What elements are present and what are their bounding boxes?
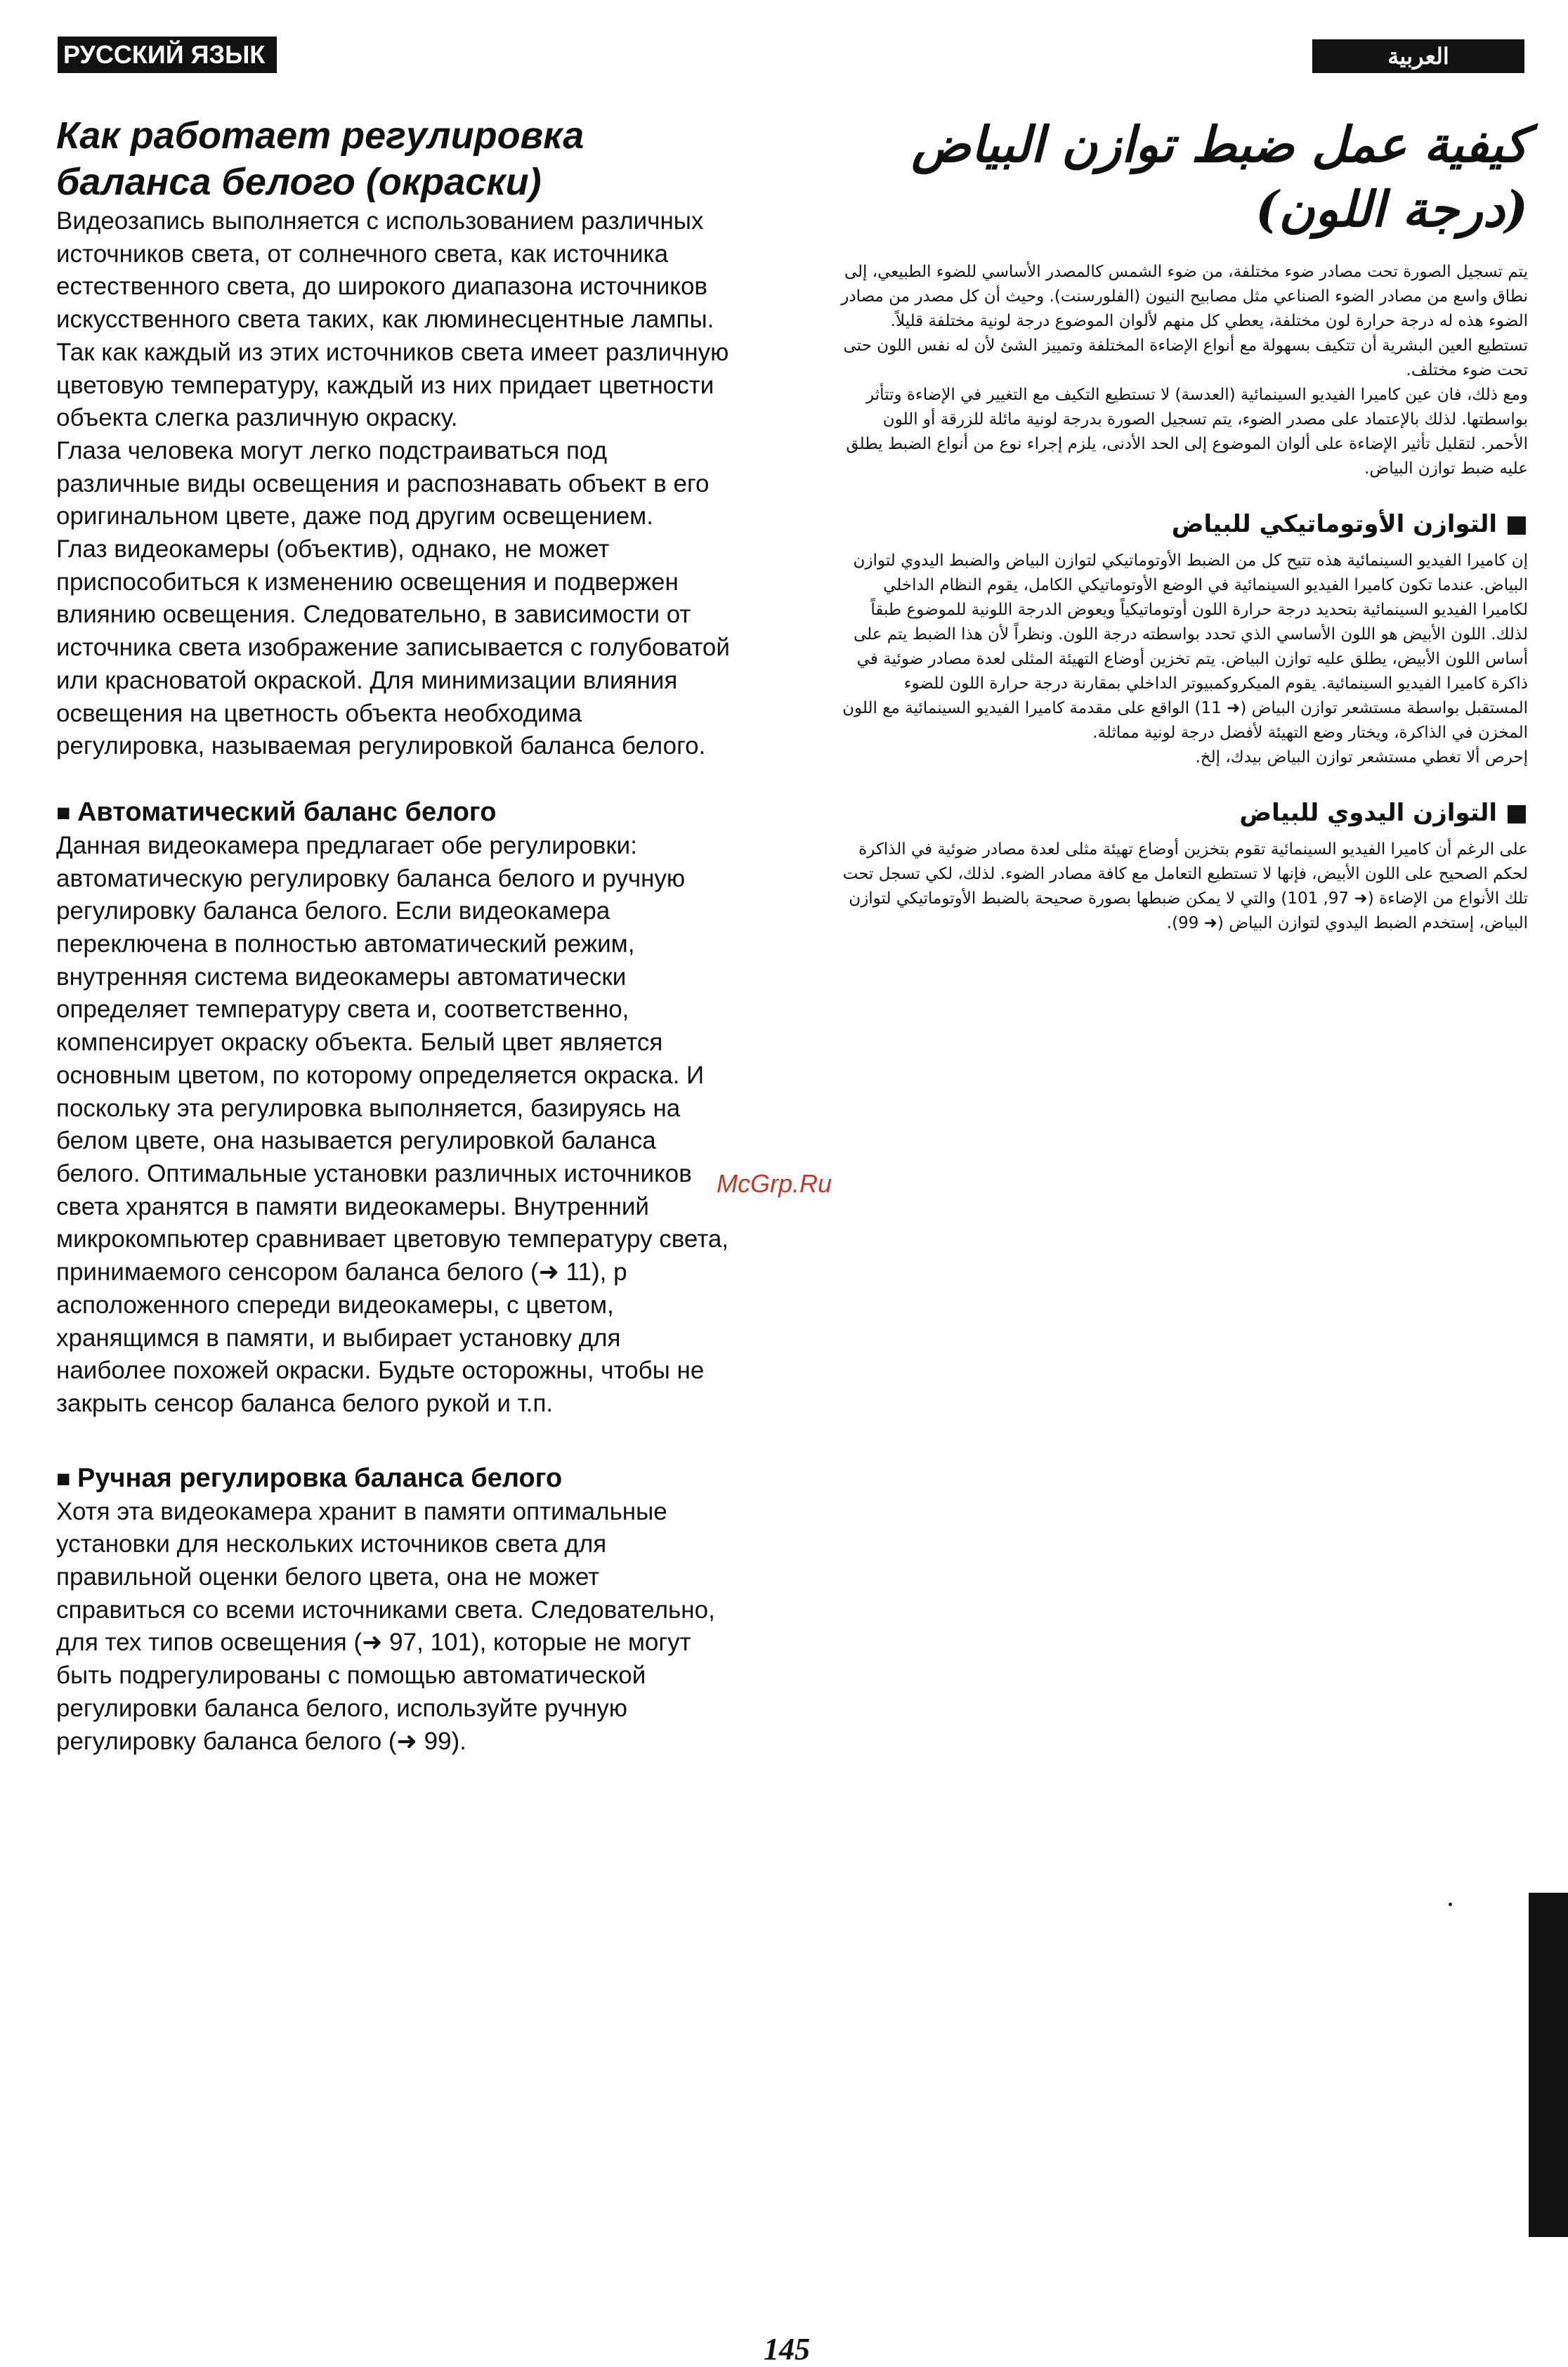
intro-paragraph: Глаза человека могут легко подстраиваться под различные виды освещения и распознавать объект в его оригинальном цвете, даже под другим освещением.: [56, 436, 710, 530]
language-tab-arabic: العربية: [1312, 39, 1524, 73]
section-heading-manual-white-balance: ■ التوازن اليدوي للبياض: [1239, 799, 1528, 827]
section-heading-manual-white-balance: [56, 1461, 731, 1496]
page-number: 145: [764, 2332, 810, 2366]
intro-paragraph: تستطيع العين البشرية أن تتكيف بسهولة مع أنواع الإضاءة المختلفة وتمييز الشئ لأن له نفس اللون حتى تحت ضوء مختلف.: [843, 337, 1528, 379]
bullet-square-icon: ■: [56, 799, 77, 826]
intro-paragraph: يتم تسجيل الصورة تحت مصادر ضوء مختلفة، من ضوء الشمس كالمصدر الأساسي للضوء الطبيعي، إلى نطاق واسع من مصادر الضوء الصناعي مثل مصابيح النيون (الفلورسنت). وحيث أن كل مصدر من مصادر الضوء هذه له درجة حرارة لون مختلفة، يعطي كل منهم لألوان الموضوع درجة لونية مختلفة قليلاً.: [841, 263, 1528, 330]
manual-white-balance-text: Хотя эта видеокамера хранит в памяти оптимальные установки для нескольких источников света для правильной оценки белого цвета, она не может справиться со всеми источниками света. Следовательно, для тех типов освещения (➜ 97, 101), которые не могут быть подрегулированы с помощью автоматической регулировки баланса белого, используйте ручную регулировку баланса белого (➜ 99).: [56, 1497, 715, 1755]
manual-white-balance-text: على الرغم أن كاميرا الفيديو السينمائية تقوم بتخزين أوضاع تهيئة مثلى لعدة مصادر ضوئية في الذاكرة لحكم الصحيح على اللون الأبيض، فإنها لا تستطيع التعامل مع كافة مصادر الضوء. لذلك، لكي تسجل تحت تلك الأنواع من الإضاءة (➜ 97, 101) والتي لا يمكن ضبطها بصورة صحيحة بالضبط الأوتوماتيكي لتوازن البياض، إستخدم الضبط اليدوي لتوازن البياض (➜ 99).: [842, 840, 1528, 932]
arabic-intro: [839, 260, 1528, 481]
bullet-square-icon: ■: [56, 1465, 77, 1492]
arabic-column: [839, 112, 1528, 936]
intro-paragraph: Видеозапись выполняется с использованием различных источников света, от солнечного света, как источника естественного света, до широкого диапазона источников искусственного света таких, как люминесцентные лампы. Так как каждый из этих источников света имеет различную цветовую температуру, каждый из них придает цветности объекта слегка различную окраску.: [56, 207, 729, 432]
auto-white-balance-note: إحرص ألا تغطي مستشعر توازن البياض بيدك، إلخ.: [1195, 748, 1528, 767]
dot-mark: [1449, 1903, 1452, 1906]
auto-white-balance-text: إن كاميرا الفيديو السينمائية هذه تتيح كل من الضبط الأوتوماتيكي لتوازن البياض والضبط اليدوي لتوازن البياض. عندما تكون كاميرا الفيديو السينمائية في الوضع الأوتوماتيكي الكامل، يقوم النظام الداخلي لكاميرا الفيديو السينمائية بتحديد درجة حرارة اللون أوتوماتيكياً ويعوض الدرجة اللونية للموضوع طبقاً لذلك. اللون الأبيض هو اللون الأساسي الذي تحدد بواسطته درجة اللون. ونظراً لأن هذا الضبط يتم على أساس اللون الأبيض، يطلق عليه توازن البياض. يتم تخزين أوضاع التهيئة المثلى لعدة مصادر ضوئية في ذاكرة كاميرا الفيديو السينمائية. يقوم الميكروكمبيوتر الداخلي بمقارنة درجة حرارة اللون للضوء المستقبل بواسطة مستشعر توازن البياض (➜ 11) الواقع على مقدمة كاميرا الفيديو السينمائية مع اللون المخزن في الذاكرة، ويختار وضع التهيئة لأفضل درجة لونية مماثلة.: [842, 552, 1528, 742]
edge-index-tab: [1529, 1893, 1568, 2237]
intro-paragraph: ومع ذلك، فان عين كاميرا الفيديو السينمائية (العدسة) لا تستطيع التكيف مع التغيير في الإضاءة وتتأثر بواسطتها. لذلك بالإعتماد على مصدر الضوء، يتم تسجيل الصورة بدرجة لونية مائلة للزرقة أو اللون الأحمر. لتقليل تأثير الإضاءة على ألوان الموضوع إلى الحد الأدنى، يلزم إجراء نوع من أنواع الضبط يطلق عليه ضبط توازن البياض.: [846, 386, 1528, 478]
russian-column: [56, 112, 731, 1758]
auto-white-balance-text: Данная видеокамера предлагает обе регулировки: автоматическую регулировку баланса белого и ручную регулировку баланса белого. Если видеокамера переключена в полностью автоматический режим, внутренняя система видеокамеры автоматически определяет температуру света и, соответственно, компенсирует окраску объекта. Белый цвет является основным цветом, по которому определяется окраска. И поскольку эта регулировка выполняется, базируясь на белом цвете, она называется регулировкой баланса белого. Оптимальные установки различных источников света хранятся в памяти видеокамеры. Внутренний микрокомпьютер сравнивает цветовую температуру света, принимаемого сенсором баланса белого (➜ 11), р асположенного спереди видеокамеры, с цветом, хранящимся в памяти, и выбирает установку для наиболее похожей окраски. Будьте осторожны, чтобы не закрыть сенсор баланса белого рукой и т.п.: [56, 831, 729, 1417]
section-heading-auto-white-balance: ■ التوازن الأوتوماتيكي للبياض: [1171, 510, 1528, 538]
heading-text: Автоматический баланс белого: [77, 797, 497, 827]
watermark: McGrp.Ru: [717, 1169, 832, 1198]
language-tab-russian: РУССКИЙ ЯЗЫК: [58, 37, 277, 73]
section-heading-auto-white-balance: [56, 795, 731, 830]
page-title-russian: Как работает регулировка баланса белого (окраски): [56, 115, 584, 203]
heading-text: Ручная регулировка баланса белого: [77, 1463, 563, 1493]
page-title-arabic: كيفية عمل ضبط توازن البياض (درجة اللون): [911, 115, 1528, 238]
intro-paragraph: Глаз видеокамеры (объектив), однако, не может приспособиться к изменению освещения и подвержен влиянию освещения. Следовательно, в зависимости от источника света изображение записывается с голубоватой или красноватой окраской. Для минимизации влияния освещения на цветность объекта необходима регулировка, называемая регулировкой баланса белого.: [56, 535, 730, 760]
